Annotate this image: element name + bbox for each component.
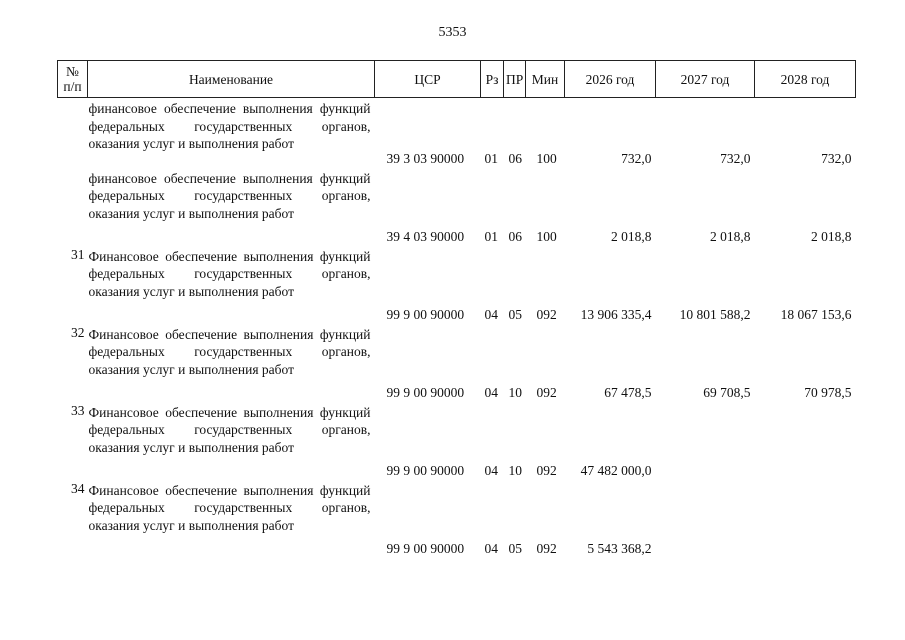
row-pr: 10 [508,385,522,400]
row-number [58,98,88,168]
row-rz: 01 [484,229,498,244]
row-rz: 04 [484,541,498,556]
row-name: финансовое обеспечение выполнения функций федеральных государственных органов, оказания услуг и выполнения работ [88,170,371,221]
row-amount-2026: 2 018,8 [611,229,652,244]
table-row [58,168,856,246]
row-number: 33 [71,402,85,418]
row-rz: 01 [484,151,498,166]
header-pr: ПР [504,61,526,98]
row-name: Финансовое обеспечение выполнения функций федеральных государственных органов, оказания услуг и выполнения работ [88,404,371,455]
row-amount-2028: 70 978,5 [804,385,852,400]
row-min: 092 [536,307,557,322]
row-amount-2027: 732,0 [720,151,751,166]
table-row [58,98,856,168]
row-csr: 39 3 03 90000 [386,151,465,166]
row-amount-2028: 18 067 153,6 [780,307,852,322]
page-number: 5353 [438,25,467,40]
header-min: Мин [526,61,565,98]
header-name: Наименование [88,61,375,98]
row-number: 31 [71,246,85,262]
row-amount-2026: 732,0 [621,151,652,166]
row-amount-2027: 69 708,5 [703,385,751,400]
row-amount-2027: 2 018,8 [710,229,751,244]
row-amount-2028 [755,402,856,480]
row-amount-2026: 5 543 368,2 [587,541,652,556]
row-csr: 99 9 00 90000 [386,463,465,478]
row-min: 092 [536,541,557,556]
header-2027: 2027 год [656,61,755,98]
table-row [58,402,856,480]
row-pr: 05 [508,307,522,322]
row-amount-2026: 47 482 000,0 [580,463,652,478]
row-pr: 10 [508,463,522,478]
row-rz: 04 [484,385,498,400]
header-csr: ЦСР [375,61,481,98]
row-name: Финансовое обеспечение выполнения функций федеральных государственных органов, оказания услуг и выполнения работ [88,248,371,299]
row-amount-2028: 2 018,8 [811,229,852,244]
row-csr: 99 9 00 90000 [386,541,465,556]
row-min: 092 [536,463,557,478]
header-rz: Рз [481,61,504,98]
row-csr: 99 9 00 90000 [386,385,465,400]
header-num: № п/п [58,61,88,98]
row-rz: 04 [484,307,498,322]
row-name: Финансовое обеспечение выполнения функций федеральных государственных органов, оказания услуг и выполнения работ [88,326,371,377]
table-header-row [58,61,856,98]
row-number: 32 [71,324,85,340]
row-min: 100 [536,151,557,166]
row-name: Финансовое обеспечение выполнения функций федеральных государственных органов, оказания услуг и выполнения работ [88,482,371,533]
row-pr: 06 [508,229,522,244]
row-amount-2027 [656,402,755,480]
row-amount-2027: 10 801 588,2 [679,307,751,322]
row-number [58,168,88,246]
row-rz: 04 [484,463,498,478]
row-number: 34 [71,480,85,496]
row-pr: 06 [508,151,522,166]
row-csr: 39 4 03 90000 [386,229,465,244]
row-amount-2028 [755,480,856,558]
table-row [58,246,856,324]
row-amount-2026: 13 906 335,4 [580,307,652,322]
row-min: 100 [536,229,557,244]
row-csr: 99 9 00 90000 [386,307,465,322]
row-amount-2028: 732,0 [821,151,852,166]
row-pr: 05 [508,541,522,556]
row-min: 092 [536,385,557,400]
header-2026: 2026 год [565,61,656,98]
row-amount-2027 [656,480,755,558]
row-amount-2026: 67 478,5 [604,385,652,400]
row-name: финансовое обеспечение выполнения функций федеральных государственных органов, оказания услуг и выполнения работ [88,101,371,151]
table-row [58,480,856,558]
budget-table [57,60,856,558]
header-2028: 2028 год [755,61,856,98]
table-row [58,324,856,402]
